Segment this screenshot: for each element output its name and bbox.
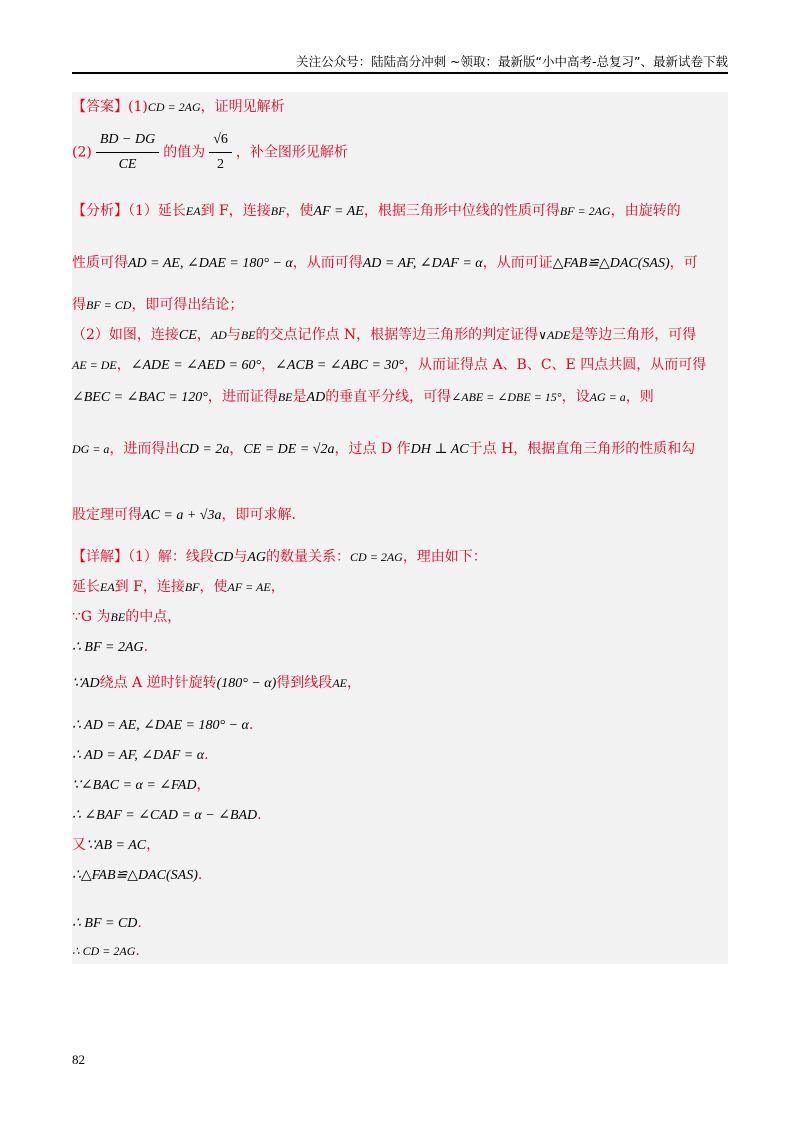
page-header: 关注公众号：陆陆高分冲刺 ~领取：最新版“小中高考-总复习”、最新试卷下载: [296, 54, 728, 69]
answer-part2-label: (2): [72, 144, 92, 161]
header-rule: [72, 72, 728, 74]
analysis-line-8: [72, 506, 296, 525]
detail-text: （1）解：线段: [128, 549, 214, 565]
solution-box: [72, 92, 728, 964]
analysis-math: ∠ADE = ∠AED = 60°: [130, 358, 262, 373]
detail-math: ∴ BF = CD: [72, 916, 138, 931]
detail-line-5: [72, 674, 361, 693]
detail-text: .: [143, 639, 149, 655]
answer-value-fraction: [209, 130, 232, 175]
analysis-text: ，: [261, 357, 276, 373]
detail-line-9: [72, 806, 262, 825]
analysis-line-3: [72, 296, 243, 314]
answer-line-1: [72, 98, 285, 116]
analysis-text: 是: [292, 389, 307, 405]
detail-math: CD = 2AG: [350, 550, 403, 564]
analysis-text: ，: [116, 357, 131, 373]
value-denominator: 2: [217, 157, 225, 172]
answer-part2-mid: 的值为: [163, 144, 206, 161]
detail-line-3: [72, 608, 181, 626]
detail-text: ，: [346, 675, 361, 691]
analysis-math: ∠BEC = ∠BAC = 120°: [72, 390, 208, 405]
analysis-text: ，即可求解.: [221, 507, 296, 523]
detail-text: ，: [270, 579, 285, 595]
analysis-text: ，设: [561, 389, 590, 405]
detail-line-12: [72, 914, 142, 933]
detail-math: ∵AD: [72, 676, 100, 691]
analysis-text: ，使: [285, 203, 314, 219]
analysis-text: ，从而可得: [292, 255, 363, 271]
analysis-line-2: [72, 254, 698, 273]
analysis-text: ，根据三角形中位线的性质可得: [363, 203, 560, 219]
analysis-text: ，: [196, 327, 211, 343]
analysis-text: ，可: [669, 255, 698, 271]
answer-line-2: [72, 130, 348, 175]
detail-math: ∴ AD = AE, ∠DAE = 180° − α: [72, 718, 249, 733]
detail-math: ∴△FAB≌△DAC(SAS): [72, 868, 198, 883]
analysis-text: 股定理可得: [72, 507, 142, 523]
analysis-math: BF = 2AG: [559, 204, 611, 218]
analysis-math: △FAB≌△DAC(SAS): [552, 256, 670, 271]
analysis-math: AG = a: [589, 390, 626, 404]
detail-math: ∴ BF = 2AG: [72, 640, 144, 655]
analysis-math: AC = a + √3a: [142, 508, 222, 523]
analysis-text: ，: [229, 441, 244, 457]
analysis-text: ，从而证得点 A、B、C、E 四点共圆，从而可得: [404, 357, 707, 373]
analysis-math: AF = AE: [313, 204, 364, 219]
detail-math: ∴ ∠BAF = ∠CAD = α − ∠BAD: [72, 808, 258, 823]
analysis-math: AD: [210, 328, 227, 342]
detail-math: BF: [184, 580, 200, 594]
analysis-math: BF = CD: [86, 298, 132, 312]
detail-text: 又: [72, 837, 86, 853]
analysis-text: 到 F，连接: [200, 203, 271, 219]
analysis-text: 性质可得: [72, 255, 128, 271]
value-numerator: √6: [209, 130, 232, 153]
analysis-tag: 【分析】: [72, 203, 128, 219]
detail-text: .: [204, 747, 209, 763]
detail-math: ∴ AD = AF, ∠DAF = α: [72, 748, 205, 763]
analysis-math: CD = 2a: [179, 442, 230, 457]
analysis-math: AD = AF, ∠DAF = α: [362, 256, 483, 271]
detail-text: 得到线段: [276, 675, 333, 691]
analysis-math: BE: [240, 328, 256, 342]
answer-part1-math: CD = 2AG: [147, 100, 201, 114]
detail-line-4: [72, 638, 148, 657]
detail-text: 与: [233, 549, 248, 565]
analysis-text: ，即可得出结论；: [131, 297, 244, 313]
analysis-text: ，则: [625, 389, 654, 405]
analysis-text: 得: [72, 297, 86, 313]
detail-text: ，理由如下：: [402, 549, 487, 565]
detail-text: ∵G 为: [72, 609, 111, 625]
fraction-denominator: CE: [118, 157, 137, 172]
page-number: 82: [72, 1052, 85, 1067]
answer-fraction: [96, 130, 159, 175]
answer-part1-label: (1): [128, 99, 148, 115]
answer-tag: 【答案】: [72, 99, 128, 115]
analysis-math: DG = a: [72, 442, 110, 456]
analysis-math: CE = DE = √2a: [243, 442, 335, 457]
analysis-line-5: [72, 356, 706, 375]
detail-math: ∵AB = AC: [86, 838, 147, 853]
detail-text: 的数量关系：: [266, 549, 351, 565]
analysis-line-4: [72, 326, 696, 345]
detail-math: AF = AE: [227, 580, 271, 594]
analysis-math: DH ⊥ AC: [410, 442, 469, 457]
detail-line-7: [72, 746, 209, 765]
detail-tag: 【详解】: [72, 549, 128, 565]
detail-line-8: [72, 776, 210, 795]
answer-part1-text: ，证明见解析: [200, 99, 285, 115]
answer-part2-text: ，补全图形见解析: [235, 144, 348, 161]
analysis-text: 于点 H，根据直角三角形的性质和勾: [468, 441, 696, 457]
detail-math: ∴ CD = 2AG: [72, 944, 136, 958]
analysis-text: 的交点记作点 N，根据等边三角形的判定证得: [255, 327, 539, 343]
analysis-line-1: [72, 202, 681, 221]
detail-text: .: [137, 915, 142, 931]
analysis-text: （2）如图，连接: [72, 327, 179, 343]
analysis-text: ，进而得出: [109, 441, 180, 457]
detail-text: .: [248, 717, 254, 733]
analysis-text: 是等边三角形，可得: [570, 327, 697, 343]
detail-line-11: [72, 866, 202, 885]
analysis-text: ，进而证得: [207, 389, 278, 405]
analysis-math: EA: [185, 204, 201, 218]
analysis-text: （1）延长: [128, 203, 186, 219]
analysis-text: ，从而可证: [482, 255, 553, 271]
detail-text: ，使: [199, 579, 228, 595]
detail-text: 到 F，连接: [114, 579, 185, 595]
detail-text: 的中点，: [125, 609, 182, 625]
analysis-math: BF: [270, 204, 286, 218]
analysis-math: AE = DE: [72, 358, 117, 372]
detail-text: .: [135, 943, 140, 959]
detail-text: 延长: [72, 579, 100, 595]
detail-math: EA: [100, 580, 115, 594]
analysis-math: ∠ACB = ∠ABC = 30°: [275, 358, 404, 373]
analysis-math: BE: [277, 390, 293, 404]
analysis-math: ∠ABE = ∠DBE = 15°: [451, 390, 562, 404]
detail-text: .: [197, 867, 203, 883]
detail-text: 绕点 A 逆时针旋转: [99, 675, 217, 691]
analysis-line-7: [72, 440, 695, 459]
detail-math: AE: [332, 676, 347, 690]
detail-line-13: [72, 942, 140, 960]
analysis-text: 的垂直平分线，可得: [325, 389, 452, 405]
detail-text: ，: [146, 837, 161, 853]
detail-math: CD: [213, 550, 234, 565]
detail-line-10: [72, 836, 160, 855]
detail-math: AG: [247, 550, 267, 565]
detail-math: BE: [110, 610, 126, 624]
detail-math: (180° − α): [216, 676, 277, 691]
analysis-text: ，过点 D 作: [334, 441, 411, 457]
analysis-math: AD: [306, 390, 326, 405]
analysis-math: CE: [178, 328, 197, 343]
detail-line-2: [72, 578, 285, 596]
detail-text: .: [257, 807, 262, 823]
fraction-numerator: BD − DG: [96, 130, 159, 153]
analysis-math: AD = AE, ∠DAE = 180° − α: [128, 256, 293, 271]
analysis-text: ，由旋转的: [610, 203, 681, 219]
detail-text: ，: [196, 777, 211, 793]
detail-line-1: [72, 548, 487, 567]
detail-line-6: [72, 716, 253, 735]
analysis-math: ∨ADE: [538, 328, 571, 342]
detail-math: ∵∠BAC = α = ∠FAD: [72, 778, 197, 793]
analysis-text: 与: [226, 327, 241, 343]
analysis-line-6: [72, 388, 654, 407]
